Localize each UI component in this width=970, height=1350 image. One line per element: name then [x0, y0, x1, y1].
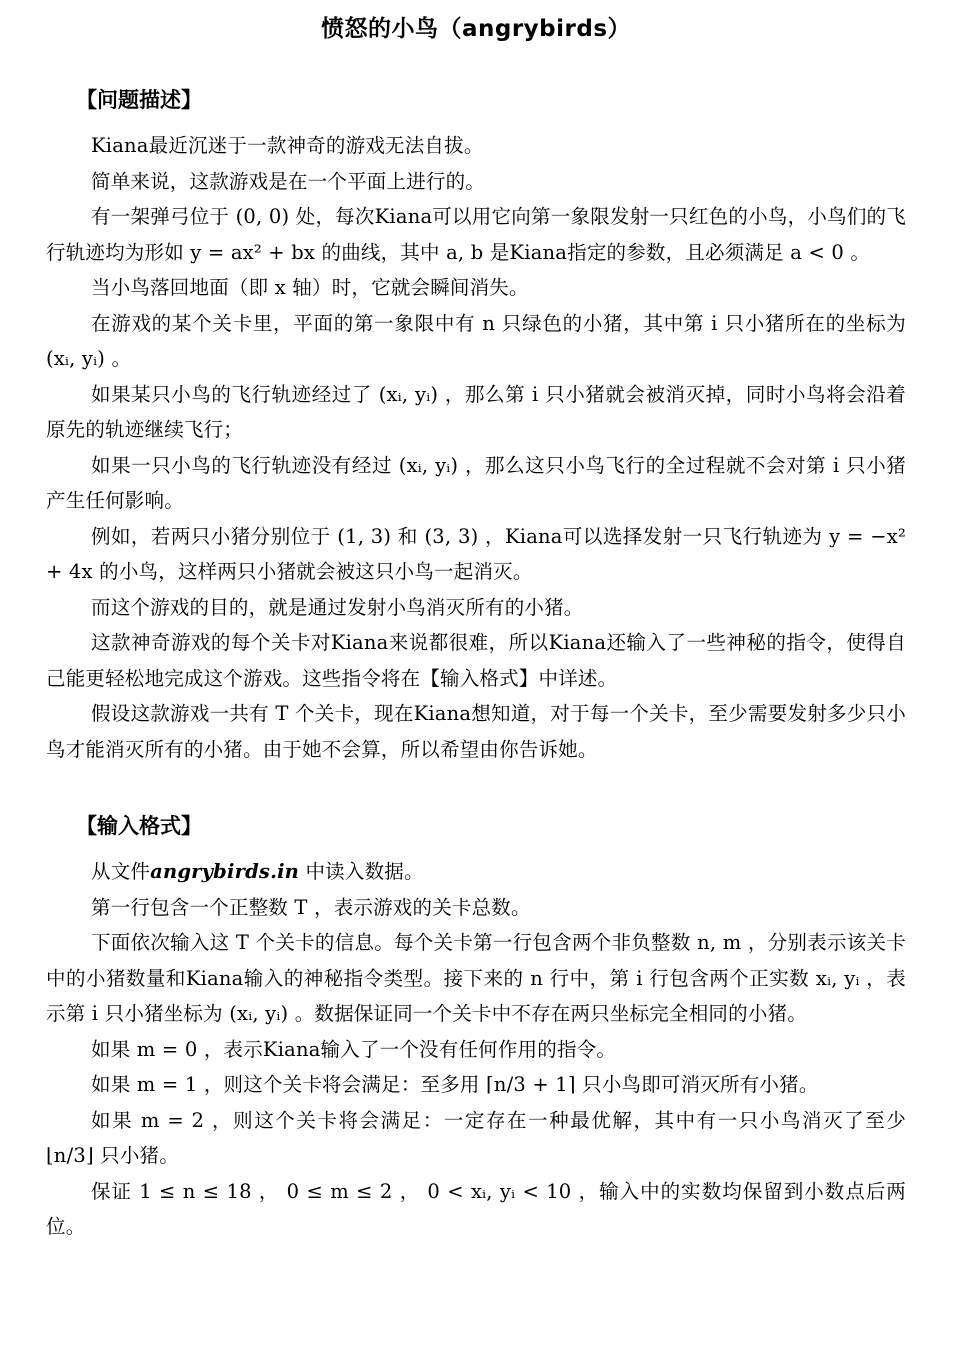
paragraph: 如果 m = 2 ，则这个关卡将会满足：一定存在一种最优解，其中有一只小鸟消灭了至少 ⌊n/3⌋ 只小猪。 [46, 1108, 906, 1167]
paragraph: 保证 1 ≤ n ≤ 18 ， 0 ≤ m ≤ 2 ， 0 < xᵢ, yᵢ < 10 ，输入中的实数均保留到小数点后两位。 [46, 1179, 906, 1238]
paragraph: 例如，若两只小猪分别位于 (1, 3) 和 (3, 3) ，Kiana可以选择发射一只飞行轨迹为 y = −x² + 4x 的小鸟，这样两只小猪就会被这只小鸟一起消灭。 [46, 524, 906, 583]
paragraph: 有一架弹弓位于 (0, 0) 处，每次Kiana可以用它向第一象限发射一只红色的小鸟，小鸟们的飞行轨迹均为形如 y = ax² + bx 的曲线，其中 a, b 是Kiana指定的参数，且必须满足 a < 0 。 [46, 205, 906, 264]
paragraph: 第一行包含一个正整数 T ，表示游戏的关卡总数。 [91, 895, 531, 919]
input-format-section [46, 812, 906, 1245]
paragraph: 如果某只小鸟的飞行轨迹经过了 (xᵢ, yᵢ) ，那么第 i 只小猪就会被消灭掉，同时小鸟将会沿着原先的轨迹继续飞行； [46, 382, 906, 441]
input-file-paragraph [46, 854, 906, 890]
paragraph: 如果 m = 1 ，则这个关卡将会满足：至多用 ⌈n/3 + 1⌉ 只小鸟即可消灭所有小猪。 [91, 1073, 819, 1096]
section-spacer [46, 767, 906, 812]
paragraph: Kiana最近沉迷于一款神奇的游戏无法自拔。 [91, 134, 484, 157]
problem-description-section [46, 86, 906, 767]
document-title: 愤怒的小鸟（angrybirds） [320, 16, 632, 42]
paragraph: 下面依次输入这 T 个关卡的信息。每个关卡第一行包含两个非负整数 n, m ，分别表示该关卡中的小猪数量和Kiana输入的神秘指令类型。接下来的 n 行中，第 i 行包含两个正实数 xᵢ, yᵢ ，表示第 i 只小猪坐标为 (xᵢ, yᵢ) 。数据保证同一个关卡中不存在两只坐标完全相同的小猪。 [46, 931, 906, 1025]
paragraph: 这款神奇游戏的每个关卡对Kiana来说都很难，所以Kiana还输入了一些神秘的指令，使得自己能更轻松地完成这个游戏。这些指令将在【输入格式】中详述。 [46, 631, 906, 690]
problem-description-heading: 【问题描述】 [76, 88, 202, 112]
paragraph: 简单来说，这款游戏是在一个平面上进行的。 [91, 169, 486, 193]
input-file-name: angrybirds.in [150, 860, 300, 883]
input-format-heading: 【输入格式】 [76, 814, 202, 838]
paragraph: 如果 m = 0 ，表示Kiana输入了一个没有任何作用的指令。 [91, 1037, 617, 1061]
paragraph: 当小鸟落回地面（即 x 轴）时，它就会瞬间消失。 [91, 276, 529, 299]
paragraph: 在游戏的某个关卡里，平面的第一象限中有 n 只绿色的小猪，其中第 i 只小猪所在的坐标为 (xᵢ, yᵢ) 。 [46, 311, 906, 370]
paragraph: 而这个游戏的目的，就是通过发射小鸟消灭所有的小猪。 [91, 595, 584, 619]
read-suffix: 中读入数据。 [299, 860, 424, 883]
paragraph: 假设这款游戏一共有 T 个关卡，现在Kiana想知道，对于每一个关卡，至少需要发射多少只小鸟才能消灭所有的小猪。由于她不会算，所以希望由你告诉她。 [46, 702, 906, 761]
paragraph: 如果一只小鸟的飞行轨迹没有经过 (xᵢ, yᵢ) ，那么这只小鸟飞行的全过程就不会对第 i 只小猪产生任何影响。 [46, 453, 906, 512]
read-prefix: 从文件 [91, 860, 151, 883]
